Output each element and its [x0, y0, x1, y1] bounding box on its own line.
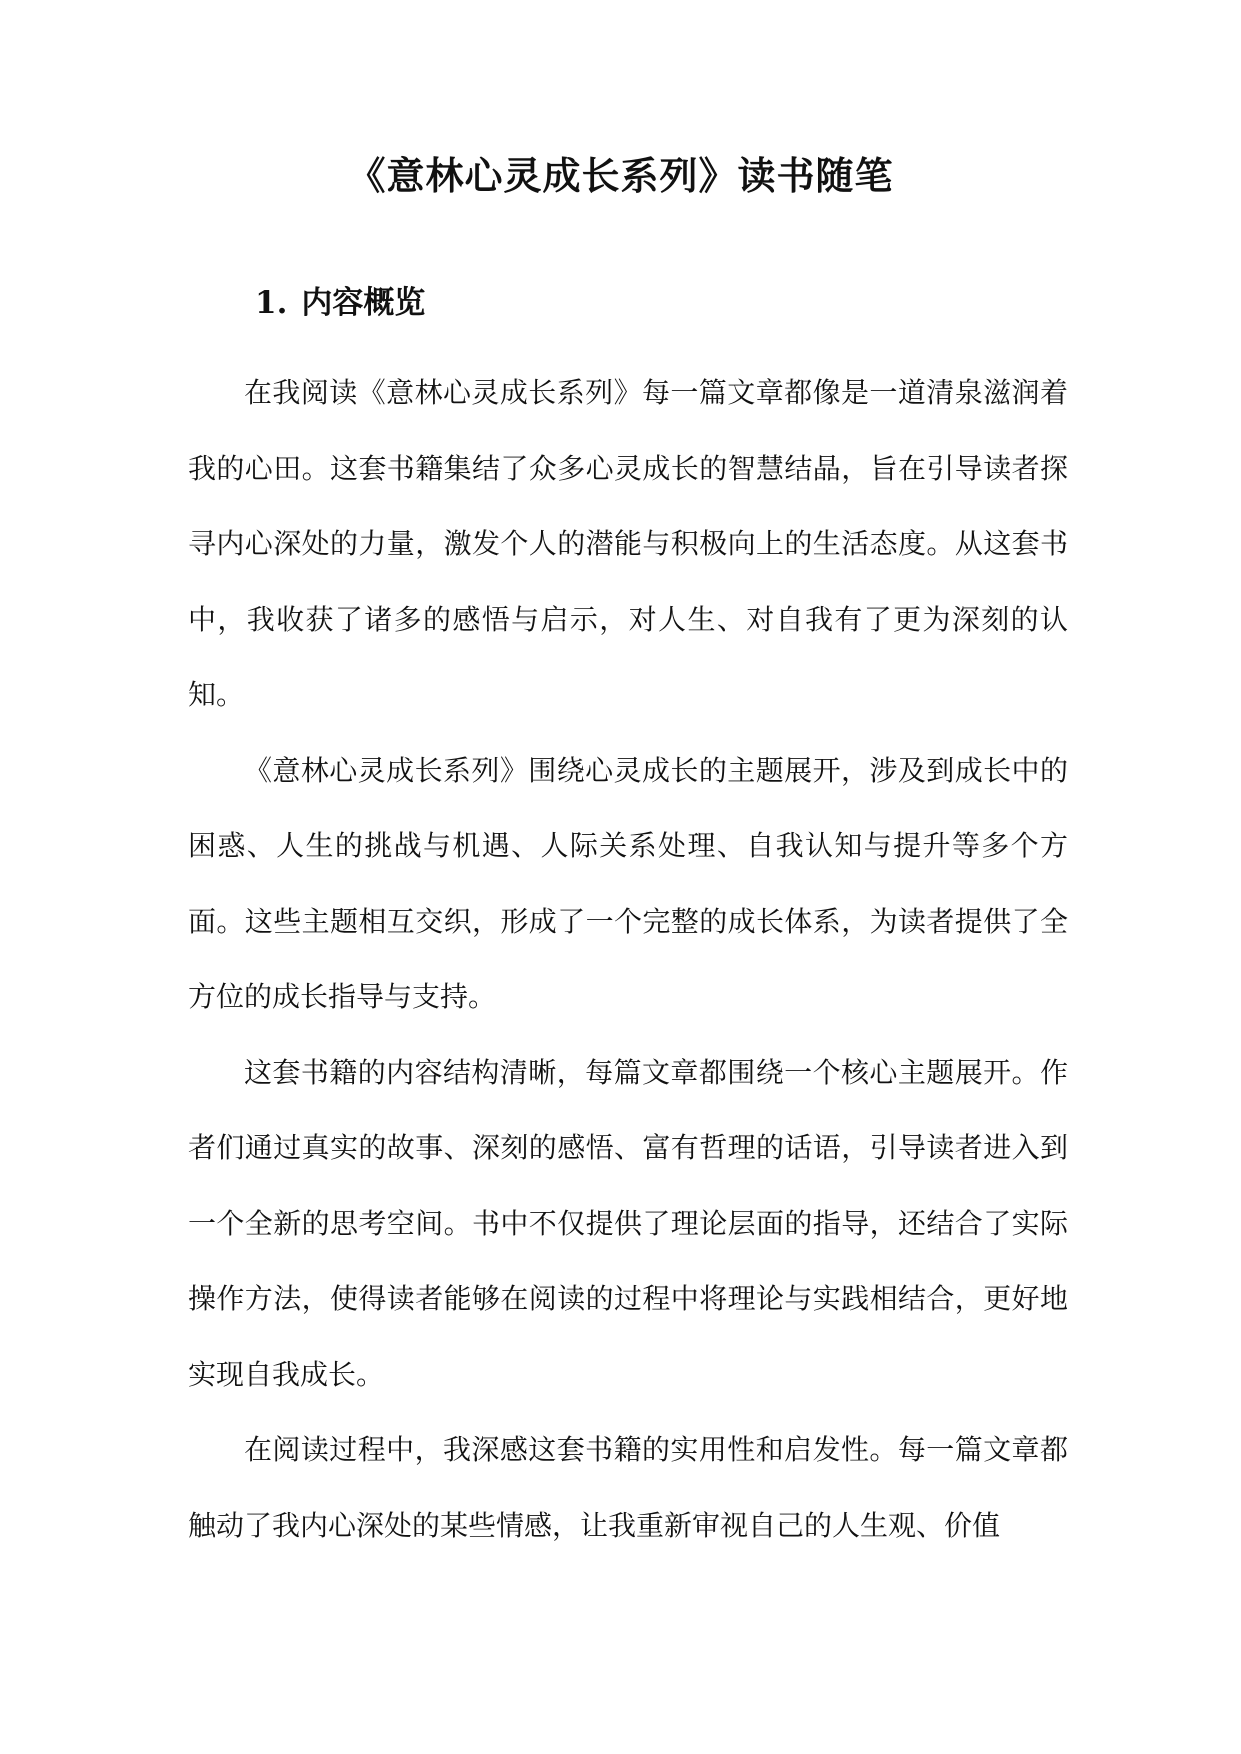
paragraph: 这套书籍的内容结构清晰，每篇文章都围绕一个核心主题展开。作者们通过真实的故事、深刻的感悟、富有哲理的话语，引导读者进入到一个全新的思考空间。书中不仅提供了理论层面的指导，还结合了实际操作方法，使得读者能够在阅读的过程中将理论与实践相结合，更好地实现自我成长。	[188, 1055, 1068, 1391]
body-text	[188, 355, 1068, 1563]
paragraph: 在阅读过程中，我深感这套书籍的实用性和启发性。每一篇文章都触动了我内心深处的某些情感，让我重新审视自己的人生观、价值	[188, 1433, 1068, 1542]
section-number: 1.	[255, 285, 288, 321]
section-title: 内容概览	[301, 285, 426, 321]
section-heading	[255, 280, 425, 326]
document-title: 《意林心灵成长系列》读书随笔	[347, 153, 894, 198]
paragraph: 《意林心灵成长系列》围绕心灵成长的主题展开，涉及到成长中的困惑、人生的挑战与机遇、人际关系处理、自我认知与提升等多个方面。这些主题相互交织，形成了一个完整的成长体系，为读者提供了全方位的成长指导与支持。	[188, 753, 1068, 1013]
paragraph: 在我阅读《意林心灵成长系列》每一篇文章都像是一道清泉滋润着我的心田。这套书籍集结了众多心灵成长的智慧结晶，旨在引导读者探寻内心深处的力量，激发个人的潜能与积极向上的生活态度。从这套书中，我收获了诸多的感悟与启示，对人生、对自我有了更为深刻的认知。	[188, 376, 1068, 711]
